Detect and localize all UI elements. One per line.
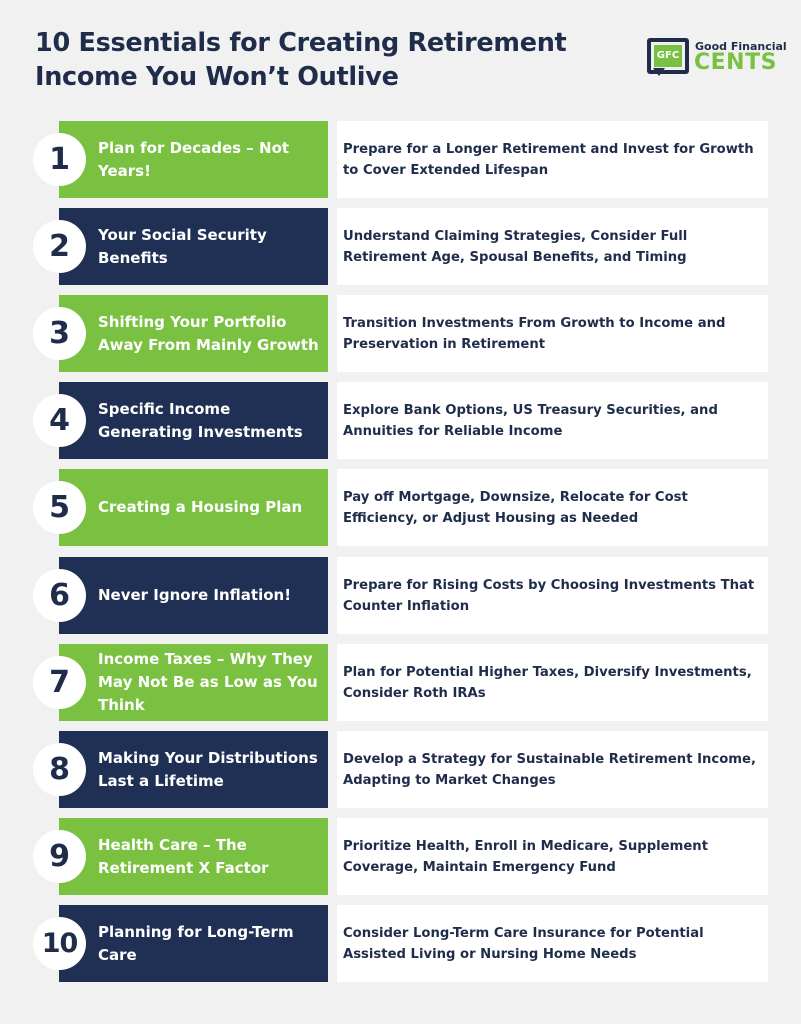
list-item	[0, 644, 801, 721]
item-number-badge: 10	[33, 917, 86, 970]
logo-mark-text: GFC	[654, 45, 682, 67]
brand-logo	[647, 38, 787, 78]
item-description: Transition Investments From Growth to Income and Preservation in Retirement	[337, 295, 768, 372]
item-number-badge: 5	[33, 481, 86, 534]
item-label: Your Social Security Benefits	[59, 208, 328, 285]
item-description: Explore Bank Options, US Treasury Securities, and Annuities for Reliable Income	[337, 382, 768, 459]
logo-top-text: Good Financial	[695, 40, 787, 53]
item-description: Develop a Strategy for Sustainable Retirement Income, Adapting to Market Changes	[337, 731, 768, 808]
list-item	[0, 731, 801, 808]
item-number-badge: 7	[33, 656, 86, 709]
list-item	[0, 208, 801, 285]
item-description: Prepare for a Longer Retirement and Invest for Growth to Cover Extended Lifespan	[337, 121, 768, 198]
item-label: Specific Income Generating Investments	[59, 382, 328, 459]
item-number-badge: 3	[33, 307, 86, 360]
item-label: Never Ignore Inflation!	[59, 557, 328, 634]
item-description: Plan for Potential Higher Taxes, Diversify Investments, Consider Roth IRAs	[337, 644, 768, 721]
list-item	[0, 557, 801, 634]
item-label: Making Your Distributions Last a Lifetime	[59, 731, 328, 808]
list-item	[0, 469, 801, 546]
list-item	[0, 818, 801, 895]
item-number-badge: 2	[33, 220, 86, 273]
speech-bubble-tail-icon	[653, 68, 665, 76]
page-title-line-2: Income You Won’t Outlive	[35, 62, 399, 92]
list-item	[0, 382, 801, 459]
list-item	[0, 121, 801, 198]
item-label: Plan for Decades – Not Years!	[59, 121, 328, 198]
item-number-badge: 6	[33, 569, 86, 622]
page-title-line-1: 10 Essentials for Creating Retirement	[35, 28, 567, 58]
item-number-badge: 9	[33, 830, 86, 883]
item-description: Understand Claiming Strategies, Consider Full Retirement Age, Spousal Benefits, and Timing	[337, 208, 768, 285]
page-title	[35, 26, 595, 94]
item-description: Pay off Mortgage, Downsize, Relocate for Cost Efficiency, or Adjust Housing as Needed	[337, 469, 768, 546]
item-label: Income Taxes – Why They May Not Be as Low as You Think	[59, 644, 328, 721]
item-number-badge: 1	[33, 133, 86, 186]
item-description: Prepare for Rising Costs by Choosing Investments That Counter Inflation	[337, 557, 768, 634]
item-description: Consider Long-Term Care Insurance for Potential Assisted Living or Nursing Home Needs	[337, 905, 768, 982]
item-label: Creating a Housing Plan	[59, 469, 328, 546]
list-item	[0, 905, 801, 982]
item-number-badge: 8	[33, 743, 86, 796]
item-number-badge: 4	[33, 394, 86, 447]
list-item	[0, 295, 801, 372]
item-description: Prioritize Health, Enroll in Medicare, Supplement Coverage, Maintain Emergency Fund	[337, 818, 768, 895]
logo-bottom-text: CENTS	[694, 50, 777, 75]
item-label: Planning for Long-Term Care	[59, 905, 328, 982]
item-label: Health Care – The Retirement X Factor	[59, 818, 328, 895]
item-label: Shifting Your Portfolio Away From Mainly Growth	[59, 295, 328, 372]
